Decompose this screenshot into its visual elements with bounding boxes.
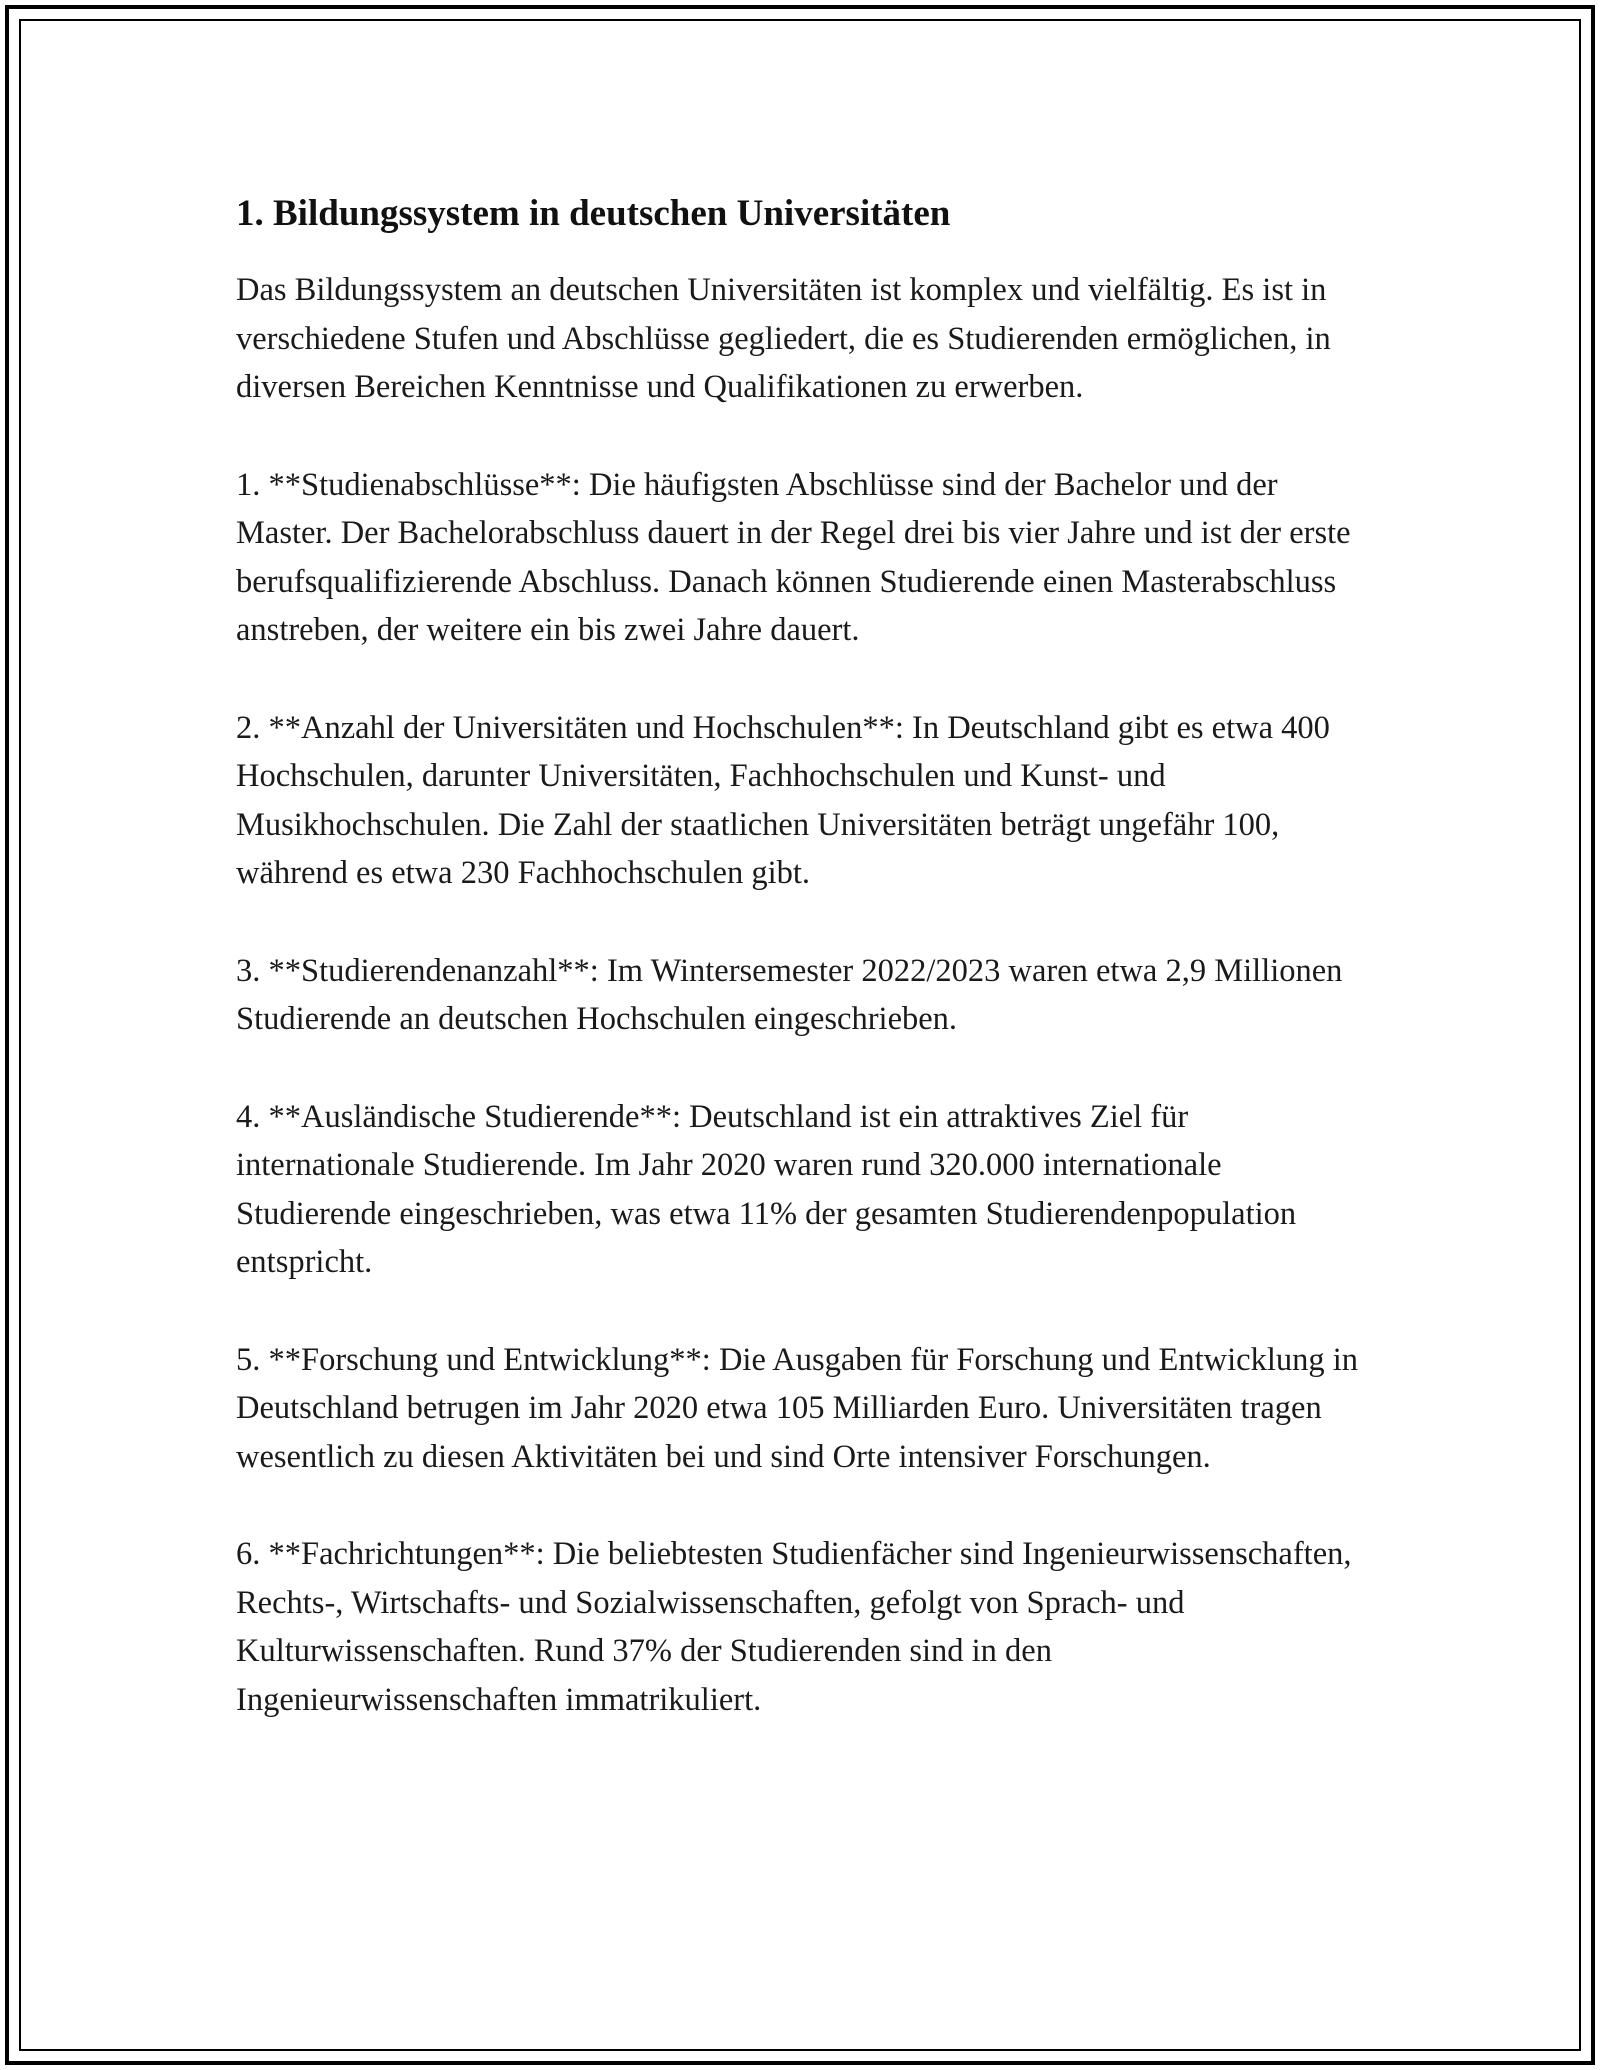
paragraph-anzahl-hochschulen: 2. **Anzahl der Universitäten und Hochschulen**: In Deutschland gibt es etwa 400 Hochschulen, darunter Universitäten, Fachhochschulen und Kunst- und Musikhochschulen. Die Zahl der staatlichen Universitäten beträgt ungefähr 100, während es etwa 230 Fachhochschulen gibt.	[236, 709, 1330, 891]
paragraph-fachrichtungen: 6. **Fachrichtungen**: Die beliebtesten Studienfächer sind Ingenieurwissenschaften, Rechts-, Wirtschafts- und Sozialwissenschaften, gefolgt von Sprach- und Kulturwissenschaften. Rund 37% der Studierenden sind in den Ingenieurwissenschaften immatrikuliert.	[236, 1536, 1352, 1718]
paragraph-forschung-entwicklung: 5. **Forschung und Entwicklung**: Die Ausgaben für Forschung und Entwicklung in Deutschland betrugen im Jahr 2020 etwa 105 Milliarden Euro. Universitäten tragen wesentlich zu diesen Aktivitäten bei und sind Orte intensiver Forschungen.	[236, 1341, 1359, 1475]
document-title: 1. Bildungssystem in deutschen Universitäten	[236, 193, 951, 234]
paragraph-auslaendische-studierende: 4. **Ausländische Studierende**: Deutschland ist ein attraktives Ziel für internationale Studierende. Im Jahr 2020 waren rund 320.000 internationale Studierende eingeschrieben, was etwa 11% der gesamten Studierendenpopulation entspricht.	[236, 1098, 1297, 1280]
document-body	[236, 190, 1366, 1773]
paragraph-studierendenanzahl: 3. **Studierendenanzahl**: Im Wintersemester 2022/2023 waren etwa 2,9 Millionen Studierende an deutschen Hochschulen eingeschrieben.	[236, 952, 1343, 1037]
paragraph-studienabschluesse: 1. **Studienabschlüsse**: Die häufigsten Abschlüsse sind der Bachelor und der Master. Der Bachelorabschluss dauert in der Regel drei bis vier Jahre und ist der erste berufsqualifizierende Abschluss. Danach können Studierende einen Masterabschluss anstreben, der weitere ein bis zwei Jahre dauert.	[236, 466, 1351, 648]
intro-paragraph: Das Bildungssystem an deutschen Universitäten ist komplex und vielfältig. Es ist in verschiedene Stufen und Abschlüsse gegliedert, die es Studierenden ermöglichen, in diversen Bereichen Kenntnisse und Qualifikationen zu erwerben.	[236, 272, 1331, 405]
